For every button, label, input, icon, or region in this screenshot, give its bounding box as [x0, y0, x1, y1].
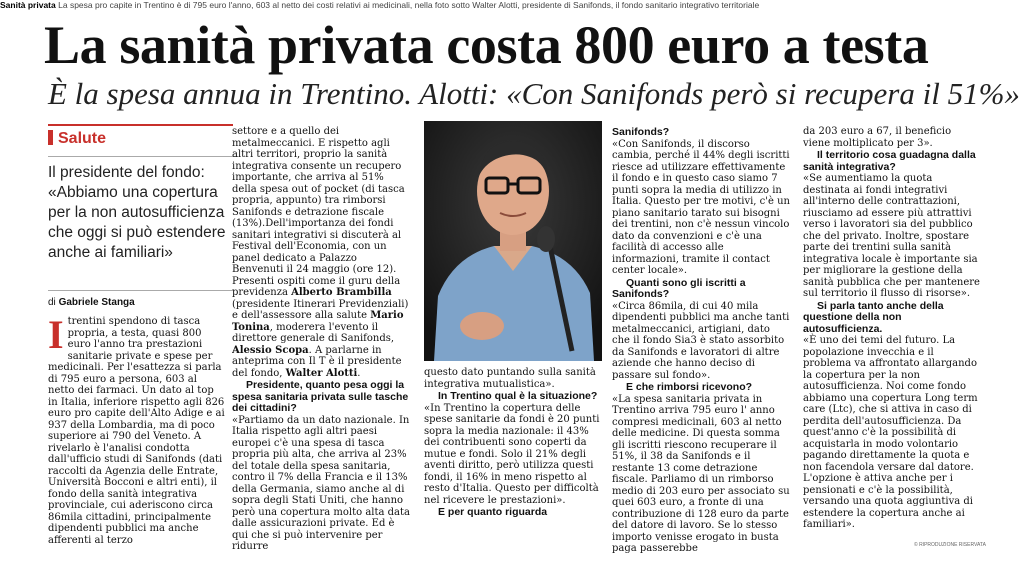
interview-question: E per quanto riguarda [438, 506, 548, 518]
section-label: Sanità privata [0, 0, 56, 10]
person-name: Alessio Scopa [232, 344, 309, 356]
article-paragraph: questo dato puntando sulla sanità integrativa mutualistica». [424, 367, 596, 390]
person-name: Alberto Brambilla [291, 287, 392, 298]
interview-answer: «In Trentino la copertura delle spese sanitarie da fondi è 20 punti sopra la media nazionale: il 43% dei contribuenti sono coperti da mutue e fondi. Solo il 21% degli aventi diritto, però utilizza questi fondi, il 16% in meno rispetto al resto d'Italia. Questo per difficoltà nel ricevere le prestazioni». [424, 402, 600, 506]
byline [48, 296, 238, 309]
article-paragraph: da 203 euro a 67, il beneficio viene moltiplicato per 3». [803, 126, 952, 149]
interview-question: Il territorio cosa guadagna dalla sanità integrativa? [803, 149, 976, 173]
interview-question: Quanti sono gli iscritti a Sanifonds? [612, 276, 746, 300]
interview-answer: «Se aumentiamo la quota destinata ai fondi integrativi all'interno delle contrattazioni, riusciamo ad essere più attrattivi verso i lavoratori sia del pubblico che del privato. Inoltre, spostare parte dei trentini sulla sanità integrativa locale è importante sia per migliorare la gestione della sanità pubblica che per mantenere sul territorio il flusso di risorse». [803, 173, 980, 299]
person-name: Walter Alotti [285, 367, 358, 379]
text-run: . [357, 367, 361, 379]
interview-question: Si parla tanto anche della questione della non autosufficienza. [803, 299, 944, 335]
pull-quote: Il presidente del fondo: «Abbiamo una copertura per la non autosufficienza che oggi si può estendere anche ai familiari» [48, 156, 238, 263]
article-photo [424, 121, 602, 361]
interview-answer: «Circa 86mila, di cui 40 mila dipendenti pubblici ma anche tanti metalmeccanici, artigiani, dato che il fondo Sia3 è stato assorbito da Sanifonds e lavoratori di altre aziende che hanno deciso di passare sul fondo». [612, 300, 790, 381]
text-run: . A parlarne in anteprima con Il T è il presidente del fondo, [232, 344, 402, 379]
text-run: , moderera l'evento il direttore generale di Sanifonds, [232, 321, 395, 344]
interview-question: E che rimborsi ricevono? [626, 381, 753, 393]
article-column-1 [48, 316, 226, 556]
byline-author: Gabriele Stanga [58, 297, 135, 308]
interview-answer: «Partiamo da un dato nazionale. In Italia rispetto agli altri paesi europei c'è una spesa di tasca propria più alta, che arriva al 23% del totale della spesa sanitaria, contro il 7% della Francia e il 13% della Germania, siamo anche al di sopra degli Stati Uniti, che hanno però una copertura molto alta data dalle assicurazioni private. Ed è qui che si può intervenire per ridurre [232, 414, 410, 552]
article-column-5 [803, 126, 981, 556]
text-run: (presidente Itinerari Previdenziali) e dell'assessore alla salute [232, 298, 409, 321]
interview-question: Sanifonds? [612, 126, 670, 138]
subheadline: È la spesa annua in Trentino. Alotti: «Con Sanifonds però si recupera il 51%» [48, 76, 1020, 111]
drop-cap: I [48, 316, 64, 357]
photo-caption: La spesa pro capite in Trentino è di 795 euro l'anno, 603 al netto dei costi relativi ai medicinali, nella foto sotto Walter Alotti, presidente di Sanifonds, il fondo sanitario integrativo territoriale [58, 0, 760, 10]
portrait-illustration [424, 121, 602, 361]
article-column-4 [612, 126, 790, 556]
kicker-marker [48, 130, 53, 145]
article-paragraph [232, 126, 410, 379]
pull-quote-rule [48, 290, 233, 291]
article-column-2 [232, 126, 410, 556]
interview-answer: «Con Sanifonds, il discorso cambia, perché il 44% degli iscritti riesce ad utilizzare effettivamente il fondo e in questo caso siamo 7 punti sopra la media di utilizzo in Italia. Questo per tre motivi, c'è un piano sanitario tarato sui bisogni dei trentini, non c'è nessun vincolo dato da convenzioni e c'è una facilità di accesso alle informazioni, tramite il contact center locale». [612, 138, 790, 276]
article-column-3 [424, 367, 602, 557]
interview-answer: «La spesa sanitaria privata in Trentino arriva 795 euro l' anno compresi medicinali, 603 al netto delle medicine. Di questa somma gli iscritti riescono recuperare il 51%, il 38 da Sanifonds e il restante 13 come detrazione fiscale. Parliamo di un rimborso medio di 203 euro per associato su quei 603 euro, a fronte di una contribuzione di 128 euro da parte del datore di lavoro. Se lo stesso importo venisse erogato in busta paga passerebbe [612, 393, 790, 554]
copyright-notice: © RIPRODUZIONE RISERVATA [914, 542, 986, 548]
headline: La sanità privata costa 800 euro a testa [44, 15, 929, 75]
person-name: Mario Tonina [232, 310, 404, 333]
kicker [48, 128, 233, 150]
byline-prefix: di [48, 297, 56, 308]
kicker-rule [48, 124, 233, 126]
kicker-label: Salute [58, 130, 107, 147]
article-paragraph: trentini spendono di tasca propria, a testa, quasi 800 euro l'anno tra prestazioni sanitarie private e spese per medicinali. Per l'esattezza si parla di 795 euro a persona, 603 al netto dei farmaci. Un dato al top in Italia, inferiore rispetto agli 826 euro pro capite dell'Alto Adige e ai 937 della Lombardia, ma di poco superiore ai 790 del Veneto. A rivelarlo è l'analisi condotta dall'ufficio studi di Sanifonds (dati raccolti da Agenzia delle Entrate, Università Bocconi e altri enti), il fondo della sanità integrativa provinciale, cui aderiscono circa 86mila cittadini, principalmente dipendenti pubblici ma anche afferenti al terzo [48, 316, 225, 546]
text-run: settore e a quello dei metalmeccanici. E rispetto agli altri territori, proprio la sanità integrativa consente un recupero importante, che arriva al 51% della spesa out of pocket (di tasca propria, appunto) tra rimborsi Sanifonds e detrazione fiscale (13%).Dell'importanza dei fondi sanitari integrativi si discuterà al Festival dell'Economia, con un panel dedicato a Palazzo Benvenuti il 24 maggio (ore 12). Presenti ospiti come il guru della previdenza [232, 126, 405, 298]
interview-question: In Trentino qual è la situazione? [438, 390, 598, 402]
interview-answer: «È uno dei temi del futuro. La popolazione invecchia e il problema va affrontato allargando la copertura per la non autosufficienza. Noi come fondo abbiamo una copertura Long term care (Ltc), che si attiva in caso di perdita dell'autosufficienza. Da quest'anno c'è la possibilità di acquistarla in modo volontario pagando direttamente la quota e non facendola versare dal datore. L'opzione è attiva anche per i pensionati e c'è la possibilità, versando una quota aggiuntiva di estendere la copertura anche ai familiari». [803, 335, 978, 530]
top-caption-bar [0, 0, 1024, 10]
interview-question: Presidente, quanto pesa oggi la spesa sanitaria privata sulle tasche dei cittadini? [232, 379, 409, 414]
